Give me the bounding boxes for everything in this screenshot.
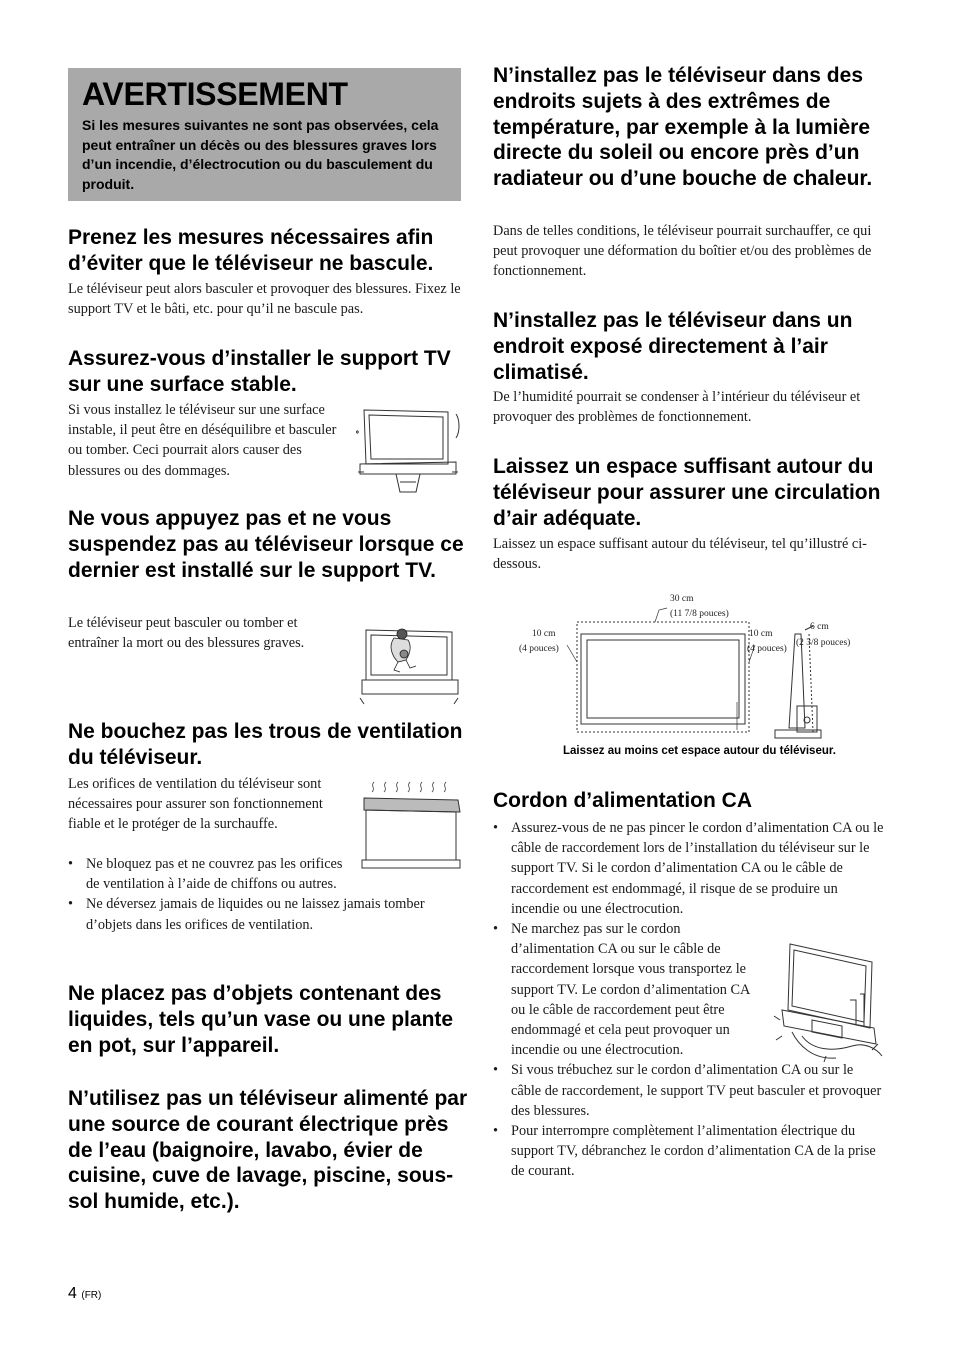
text-ventilation: Les orifices de ventilation du téléviseur sont nécessaires pour assurer son fonctionnement fiable et le protéger de la surchauffe. [68, 776, 323, 833]
heading-do-not-lean: Ne vous appuyez pas et ne vous suspendez pas au téléviseur lorsque ce dernier est installé sur le support TV. [68, 507, 464, 582]
diagram-left-cm: 10 cm [532, 629, 556, 639]
diagram-back-cm: 6 cm [810, 622, 829, 632]
list-item: • Ne déversez jamais de liquides ou ne laissez jamais tomber d’objets dans les orifices de ventilation. [68, 894, 428, 934]
diagram-caption: Laissez au moins cet espace autour du téléviseur. [563, 745, 836, 757]
tv-hanging-child-illustration [358, 624, 462, 710]
heading-stable-surface: Assurez-vous d’installer le support TV sur une surface stable. [68, 347, 451, 396]
tv-unstable-illustration [356, 402, 460, 494]
warning-title: AVERTISSEMENT [82, 76, 348, 112]
diagram-back-in: (2 3/8 pouces) [796, 638, 851, 648]
text-temperature: Dans de telles conditions, le téléviseur pourrait surchauffer, ce qui peut provoquer une déformation du boîtier et/ou des problèmes de fonctionnement. [493, 223, 872, 280]
list-item: • Assurez-vous de ne pas pincer le cordon d’alimentation CA ou le câble de raccordement lors de l’installation du téléviseur sur le support TV. Si le cordon d’alimentation CA ou le câble de raccordement est endommagé, il risque de se produire un incendie ou une électrocution. [493, 818, 885, 919]
diagram-top-in: (11 7/8 pouces) [670, 609, 729, 619]
page-footer [68, 1285, 101, 1303]
diagram-right-cm: 10 cm [749, 629, 773, 639]
heading-air-conditioning: N’installez pas le téléviseur dans un endroit exposé directement à l’air climatisé. [493, 309, 853, 384]
warning-text: Si les mesures suivantes ne sont pas observées, cela peut entraîner un décès ou des blessures graves lors d’un incendie, d’électrocution ou du basculement du produit. [82, 117, 439, 192]
heading-clearance: Laissez un espace suffisant autour du téléviseur pour assurer une circulation d’air adéquate. [493, 455, 881, 530]
text-prevent-tipping: Le téléviseur peut alors basculer et provoquer des blessures. Fixez le support TV et le bâti, etc. pour qu’il ne bascule pas. [68, 281, 461, 318]
heading-power-cord: Cordon d’alimentation CA [493, 789, 752, 812]
heading-prevent-tipping: Prenez les mesures nécessaires afin d’éviter que le téléviseur ne bascule. [68, 226, 434, 275]
text-air-conditioning: De l’humidité pourrait se condenser à l’intérieur du téléviseur et provoquer des problèmes de fonctionnement. [493, 389, 861, 426]
clearance-diagram [505, 590, 885, 740]
list-item: • Si vous trébuchez sur le cordon d’alimentation CA ou sur le câble de raccordement, le support TV peut basculer et provoquer des blessures. [493, 1060, 885, 1121]
heading-temperature: N’installez pas le téléviseur dans des endroits sujets à des extrêmes de température, par exemple à la lumière directe du soleil ou encore près d’un radiateur ou d’une bouche de chaleur. [493, 64, 873, 191]
text-do-not-lean: Le téléviseur peut basculer ou tomber et entraîner la mort ou des blessures graves. [68, 615, 305, 652]
language-code: (FR) [81, 1290, 102, 1301]
tv-ventilation-illustration [360, 780, 464, 872]
list-item: • Pour interrompre complètement l’alimentation électrique du support TV, débranchez le cordon d’alimentation CA de la prise de courant. [493, 1121, 885, 1182]
text-clearance: Laissez un espace suffisant autour du téléviseur, tel qu’illustré ci-dessous. [493, 536, 867, 573]
tv-cord-illustration [772, 940, 884, 1068]
heading-ventilation: Ne bouchez pas les trous de ventilation du téléviseur. [68, 720, 463, 769]
heading-no-water: N’utilisez pas un téléviseur alimenté par une source de courant électrique près de l’eau (baignoire, lavabo, évier de cuisine, cuve de lavage, piscine, sous-sol humide, etc.). [68, 1087, 468, 1214]
diagram-left-in: (4 pouces) [519, 644, 559, 654]
warning-box [68, 68, 461, 201]
list-item: • Ne marchez pas sur le cordon d’alimentation CA ou sur le câble de raccordement lorsque vous transportez le support TV. Le cordon d’alimentation CA ou le câble de raccordement peut être endommagé et cela peut provoquer un incendie ou une électrocution. [493, 919, 765, 1060]
heading-no-liquids: Ne placez pas d’objets contenant des liquides, tels qu’un vase ou une plante en pot, sur l’appareil. [68, 982, 454, 1057]
diagram-top-cm: 30 cm [670, 594, 694, 604]
text-stable-surface: Si vous installez le téléviseur sur une surface instable, il peut être en déséquilibre et basculer ou tomber. Ceci pourrait alors causer des blessures ou des dommages. [68, 402, 337, 479]
page-number: 4 [68, 1285, 77, 1302]
list-item: • Ne bloquez pas et ne couvrez pas les orifices de ventilation à l’aide de chiffons ou autres. [68, 854, 358, 894]
diagram-right-in: (4 pouces) [747, 644, 787, 654]
